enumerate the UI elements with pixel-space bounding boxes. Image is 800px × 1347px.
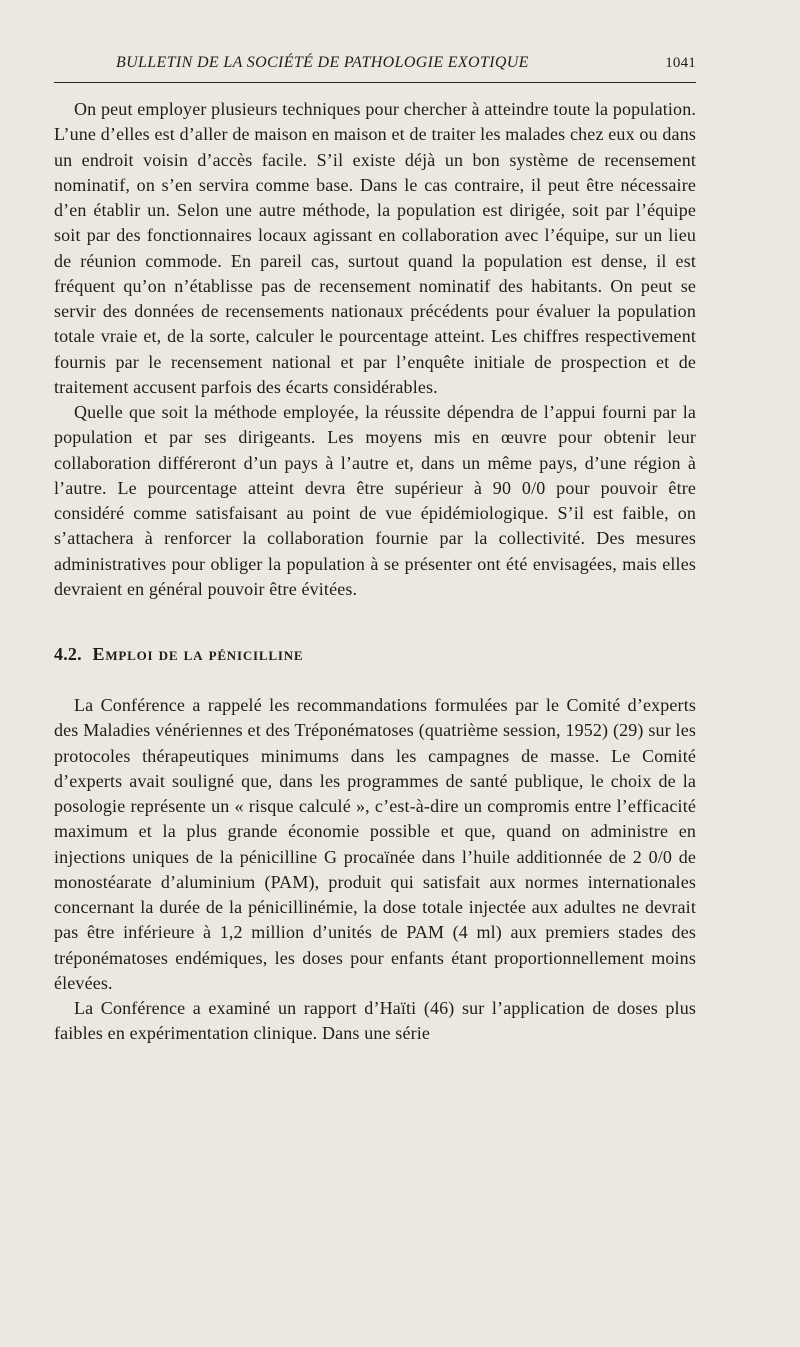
paragraph-population-support: Quelle que soit la méthode employée, la réussite dépendra de l’appui fourni par la population et par ses dirigeants. Les moyens mis en œuvre pour obtenir leur collaboration différeront d’un pays à l’autre et, dans un même pays, d’une région à l’autre. Le pourcentage atteint devra être supérieur à 90 0/0 pour pouvoir être considéré comme satisfaisant au point de vue épidémiologique. S’il est faible, on s’attachera à renforcer la collaboration fournie par la collectivité. Des mesures administratives pour obliger la population à se présenter ont été envisagées, mais elles devraient en général pouvoir être évitées.	[54, 402, 696, 599]
paragraph-expert-committee: La Conférence a rappelé les recommandations formulées par le Comité d’experts des Maladies vénériennes et des Tréponématoses (quatrième session, 1952) (29) sur les protocoles thérapeutiques minimums dans les campagnes de masse. Le Comité d’experts avait souligné que, dans les programmes de santé publique, le choix de la posologie représente un « risque calculé », c’est-à-dire un compromis entre l’efficacité maximum et la plus grande économie possible et que, quand on administre en injections uniques de la pénicilline G procaïnée dans l’huile additionnée de 2 0/0 de monostéarate d’aluminium (PAM), produit qui satisfait aux normes internationales concernant la durée de la pénicillinémie, la dose totale injectée aux adultes ne devrait pas être inférieure à 1,2 million d’unités de PAM (4 ml) aux premiers stades des tréponématoses endémiques, les doses pour enfants étant proportionnellement moins élevées.	[54, 695, 696, 993]
paragraph-haiti-report: La Conférence a examiné un rapport d’Haïti (46) sur l’application de doses plus faibles en expérimentation clinique. Dans une série	[54, 998, 696, 1044]
section-number: 4.2.	[54, 644, 82, 664]
article-body	[54, 97, 696, 1047]
section-title: Emploi de la pénicilline	[92, 644, 304, 664]
paragraph-outreach-methods: On peut employer plusieurs techniques pour chercher à atteindre toute la population. L’une d’elles est d’aller de maison en maison et de traiter les malades chez eux ou dans un endroit voisin d’accès facile. S’il existe déjà un bon système de recensement nominatif, on s’en servira comme base. Dans le cas contraire, il peut être nécessaire d’en établir un. Selon une autre méthode, la population est dirigée, soit par l’équipe soit par des fonctionnaires locaux agissant en collaboration avec l’équipe, sur un lieu de réunion commode. En pareil cas, surtout quand la population est dense, il est fréquent qu’on n’établisse pas de recensement nominatif des habitants. On peut se servir des données de recensements nationaux précédents pour évaluer la population totale vraie et, de la sorte, calculer le pourcentage atteint. Les chiffres respectivement fournis par le recensement national et par l’enquête initiale de prospection et de traitement accusent parfois des écarts considérables.	[54, 99, 696, 397]
running-title: BULLETIN DE LA SOCIÉTÉ DE PATHOLOGIE EXOTIQUE	[116, 54, 529, 71]
section-heading-penicillin	[54, 642, 696, 667]
page-number: 1041	[665, 55, 696, 71]
running-header	[54, 52, 696, 83]
